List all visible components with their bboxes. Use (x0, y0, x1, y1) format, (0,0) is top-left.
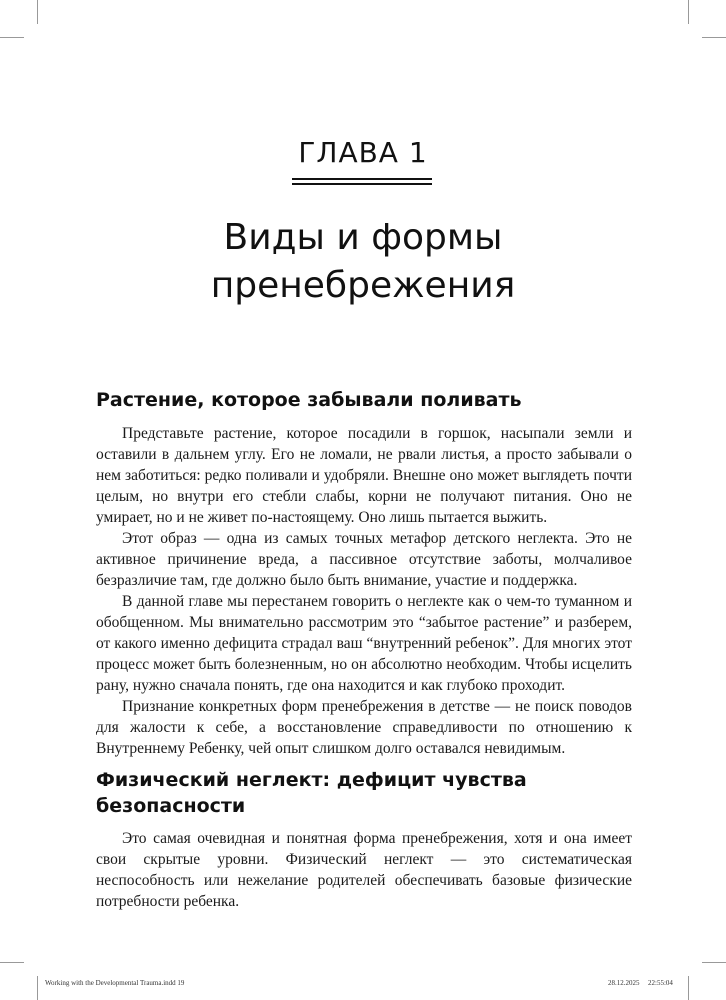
crop-mark-top-left (37, 0, 38, 24)
chapter-title-line1: Виды и формы (223, 217, 503, 258)
crop-mark-bottom-right (688, 976, 689, 1000)
crop-mark-bottom-left (37, 976, 38, 1000)
paragraph: В данной главе мы перестанем говорить о неглекте как о чем-то туманном и обобщенном. Мы внимательно рассмотрим это “забытое растение” и разберем, от какого именно дефицита страдал ваш “внутренний ребенок”. Для многих этот процесс может быть болезненным, но он абсолютно необходим. Чтобы исцелить рану, нужно сначала понять, где она находится и как глубоко проходит. (96, 593, 632, 694)
chapter-title (0, 214, 726, 310)
footer-file-slug: Working with the Developmental Trauma.indd 19 (45, 979, 185, 987)
crop-mark-top-right-h (702, 37, 726, 38)
crop-mark-top-right (688, 0, 689, 24)
section-heading: Растение, которое забывали поливать (96, 389, 522, 411)
paragraph: Признание конкретных форм пренебрежения в детстве — не поиск поводов для жалости к себе, а восстановление справедливости по отношению к Внутреннему Ребенку, чей опыт слишком долго оставался невидимым. (96, 698, 632, 757)
chapter-title-line2: пренебрежения (210, 265, 516, 306)
section-heading (96, 767, 636, 819)
footer-time: 22:55:04 (648, 979, 673, 987)
section-heading-line1: Физический неглект: дефицит чувства (96, 769, 527, 791)
paragraph: Представьте растение, которое посадили в горшок, насыпали земли и оставили в дальнем углу. Его не ломали, не рвали листья, а просто забывали о нем заботиться: редко поливали и удобряли. Внешне оно может выглядеть почти целым, но внутри его стебли слабы, корни не получают питания. Оно не умирает, но и не живет по-настоящему. Оно лишь пытается выжить. (96, 425, 632, 526)
footer-date: 28.12.2025 (608, 979, 640, 987)
paragraph: Это самая очевидная и понятная форма пренебрежения, хотя и она имеет свои скрытые уровни. Физический неглект — это систематическая неспособность или нежелание родителей обеспечивать базовые физические потребности ребенка. (96, 830, 632, 910)
chapter-rule-top (292, 178, 432, 180)
chapter-label: ГЛАВА 1 (298, 136, 428, 169)
paragraph: Этот образ — одна из самых точных метафор детского неглекта. Это не активное причинение вреда, а пассивное отсутствие заботы, молчаливое безразличие там, где должно было быть внимание, участие и поддержка. (96, 530, 632, 589)
crop-mark-bottom-right-h (702, 962, 726, 963)
section-heading-line2: безопасности (96, 795, 246, 817)
chapter-rule-bottom (292, 183, 432, 185)
crop-mark-bottom-left-h (0, 962, 24, 963)
crop-mark-top-left-h (0, 37, 24, 38)
